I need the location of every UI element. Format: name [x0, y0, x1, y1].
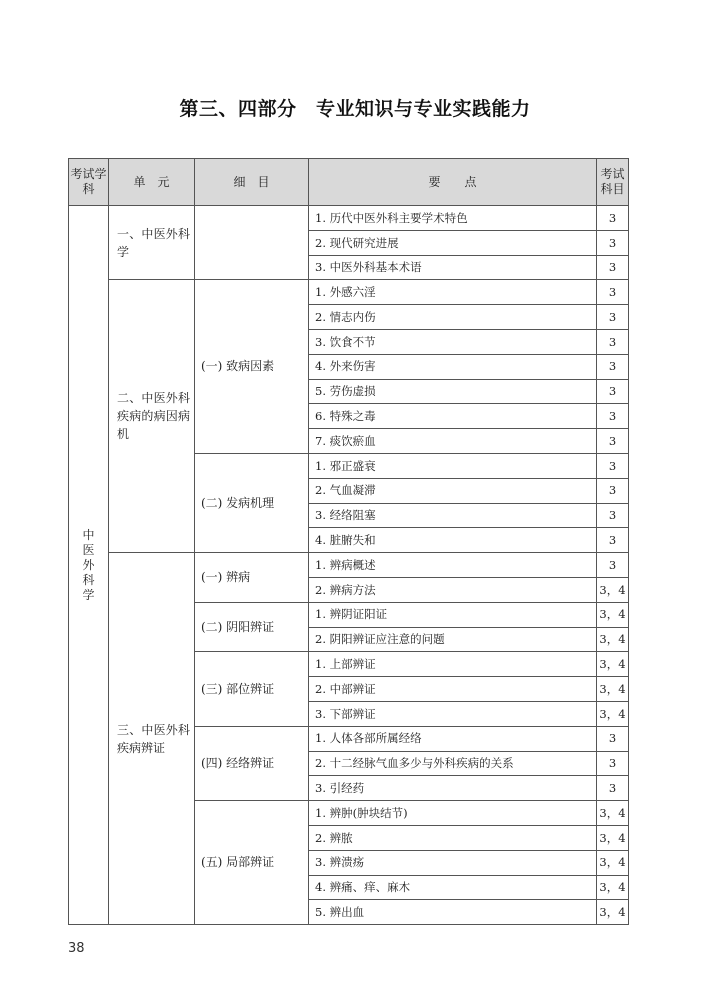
- point-cell: 4. 辨痛、痒、麻木: [309, 875, 597, 900]
- point-cell: 2. 现代研究进展: [309, 230, 597, 255]
- level-cell: 3，4: [597, 850, 629, 875]
- level-cell: 3: [597, 280, 629, 305]
- page-title: 第三、四部分 专业知识与专业实践能力: [179, 98, 531, 120]
- detail-cell: (四) 经络辨证: [195, 726, 309, 800]
- unit-cell: 三、中医外科疾病辨证: [109, 553, 195, 925]
- level-cell: 3: [597, 429, 629, 454]
- point-cell: 1. 辨病概述: [309, 553, 597, 578]
- level-cell: 3: [597, 453, 629, 478]
- level-cell: 3: [597, 404, 629, 429]
- point-cell: 3. 饮食不节: [309, 329, 597, 354]
- level-cell: 3: [597, 528, 629, 553]
- level-cell: 3: [597, 553, 629, 578]
- point-cell: 3. 辨溃疡: [309, 850, 597, 875]
- header-detail: 细 目: [195, 159, 309, 206]
- level-cell: 3，4: [597, 701, 629, 726]
- level-cell: 3: [597, 726, 629, 751]
- table-body: [69, 206, 629, 925]
- point-cell: 6. 特殊之毒: [309, 404, 597, 429]
- level-cell: 3: [597, 503, 629, 528]
- detail-cell: (一) 致病因素: [195, 280, 309, 454]
- subject-label: 中医外科学: [82, 527, 95, 602]
- table-header-row: [69, 159, 629, 206]
- point-cell: 1. 人体各部所属经络: [309, 726, 597, 751]
- level-cell: 3: [597, 329, 629, 354]
- point-cell: 2. 辨病方法: [309, 577, 597, 602]
- level-cell: 3: [597, 776, 629, 801]
- point-cell: 4. 外来伤害: [309, 354, 597, 379]
- table-row: [69, 280, 629, 305]
- unit-cell: 一、中医外科学: [109, 206, 195, 280]
- level-cell: 3，4: [597, 652, 629, 677]
- point-cell: 5. 劳伤虚损: [309, 379, 597, 404]
- detail-cell: (三) 部位辨证: [195, 652, 309, 726]
- point-cell: 3. 引经药: [309, 776, 597, 801]
- point-cell: 1. 历代中医外科主要学术特色: [309, 206, 597, 231]
- header-level: 考试科目: [597, 159, 629, 206]
- level-cell: 3: [597, 354, 629, 379]
- point-cell: 2. 气血凝滞: [309, 478, 597, 503]
- point-cell: 2. 辨脓: [309, 825, 597, 850]
- level-cell: 3，4: [597, 801, 629, 826]
- level-cell: 3，4: [597, 577, 629, 602]
- level-cell: 3，4: [597, 627, 629, 652]
- point-cell: 4. 脏腑失和: [309, 528, 597, 553]
- detail-cell: (一) 辨病: [195, 553, 309, 603]
- point-cell: 1. 上部辨证: [309, 652, 597, 677]
- detail-cell: (五) 局部辨证: [195, 801, 309, 925]
- table-row: [69, 206, 629, 231]
- level-cell: 3: [597, 379, 629, 404]
- table-row: [69, 553, 629, 578]
- level-cell: 3，4: [597, 900, 629, 925]
- detail-cell: (二) 发病机理: [195, 453, 309, 552]
- point-cell: 3. 经络阻塞: [309, 503, 597, 528]
- point-cell: 3. 下部辨证: [309, 701, 597, 726]
- level-cell: 3，4: [597, 677, 629, 702]
- point-cell: 7. 痰饮瘀血: [309, 429, 597, 454]
- point-cell: 3. 中医外科基本术语: [309, 255, 597, 280]
- point-cell: 2. 中部辨证: [309, 677, 597, 702]
- page-number: 38: [68, 941, 85, 956]
- detail-cell: (二) 阴阳辨证: [195, 602, 309, 652]
- level-cell: 3: [597, 206, 629, 231]
- level-cell: 3: [597, 230, 629, 255]
- point-cell: 1. 辨肿(肿块结节): [309, 801, 597, 826]
- point-cell: 5. 辨出血: [309, 900, 597, 925]
- point-cell: 1. 辨阴证阳证: [309, 602, 597, 627]
- level-cell: 3: [597, 751, 629, 776]
- point-cell: 1. 外感六淫: [309, 280, 597, 305]
- detail-cell: [195, 206, 309, 280]
- point-cell: 2. 十二经脉气血多少与外科疾病的关系: [309, 751, 597, 776]
- point-cell: 1. 邪正盛衰: [309, 453, 597, 478]
- header-subject: 考试学科: [69, 159, 109, 206]
- header-point: 要 点: [309, 159, 597, 206]
- level-cell: 3，4: [597, 875, 629, 900]
- level-cell: 3，4: [597, 825, 629, 850]
- point-cell: 2. 阴阳辨证应注意的问题: [309, 627, 597, 652]
- syllabus-table: [68, 158, 629, 925]
- unit-cell: 二、中医外科疾病的病因病机: [109, 280, 195, 553]
- level-cell: 3: [597, 305, 629, 330]
- level-cell: 3: [597, 255, 629, 280]
- subject-cell: [69, 206, 109, 925]
- point-cell: 2. 情志内伤: [309, 305, 597, 330]
- header-unit: 单 元: [109, 159, 195, 206]
- level-cell: 3: [597, 478, 629, 503]
- level-cell: 3，4: [597, 602, 629, 627]
